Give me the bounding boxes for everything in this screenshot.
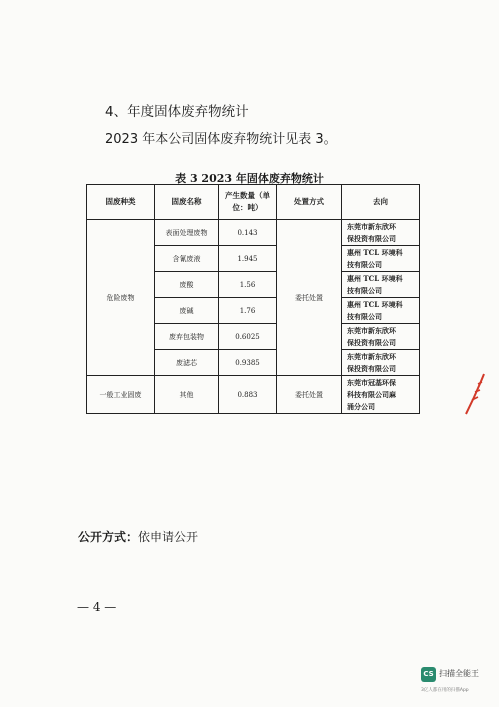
destination-line: 技有限公司 <box>347 259 382 269</box>
destination-cell <box>342 246 420 272</box>
waste-name-cell: 废碱 <box>155 298 219 324</box>
destination-line: 惠州 TCL 环境科 <box>347 299 403 309</box>
destination-line: 技有限公司 <box>347 311 382 321</box>
destination-line: 东莞市新东欣环 <box>347 325 396 335</box>
waste-name-cell: 含氰废液 <box>155 246 219 272</box>
table-body <box>87 220 420 414</box>
destination-cell <box>342 324 420 350</box>
disclosure-label: 公开方式： <box>78 530 139 544</box>
waste-name-cell: 其他 <box>155 376 219 414</box>
disclosure-line <box>78 528 198 545</box>
destination-cell <box>342 376 420 414</box>
disclosure-value: 依申请公开 <box>138 530 199 544</box>
quantity-cell: 1.945 <box>219 246 277 272</box>
header-category: 固废种类 <box>87 185 155 220</box>
destination-cell <box>342 298 420 324</box>
section-intro: 2023 年本公司固体废弃物统计见表 3。 <box>105 132 337 147</box>
header-quantity: 产生数量（单位：吨） <box>219 185 277 220</box>
waste-name-cell: 废滤芯 <box>155 350 219 376</box>
waste-name-cell: 废酸 <box>155 272 219 298</box>
destination-line: 保投资有限公司 <box>347 233 396 243</box>
waste-statistics-table <box>86 184 420 414</box>
destination-line: 惠州 TCL 环境科 <box>347 247 403 257</box>
table-row <box>87 376 420 414</box>
destination-line: 东莞市新东欣环 <box>347 351 396 361</box>
table-row <box>87 220 420 246</box>
destination-line: 东莞市冠基环保 <box>347 377 396 387</box>
header-name: 固废名称 <box>155 185 219 220</box>
destination-line: 涌分公司 <box>347 401 375 411</box>
destination-line: 保投资有限公司 <box>347 363 396 373</box>
destination-cell <box>342 350 420 376</box>
destination-line: 技有限公司 <box>347 285 382 295</box>
destination-cell <box>342 272 420 298</box>
category-cell: 危险废物 <box>87 220 155 376</box>
quantity-cell: 1.76 <box>219 298 277 324</box>
destination-cell <box>342 220 420 246</box>
quantity-cell: 1.56 <box>219 272 277 298</box>
disposal-method-cell: 委托处置 <box>277 220 342 376</box>
camscanner-logo-icon: CS <box>421 667 436 682</box>
watermark-subtitle: 3亿人都在用的扫描App <box>421 688 469 693</box>
section-heading: 4、年度固体废弃物统计 <box>105 104 249 120</box>
destination-line: 东莞市新东欣环 <box>347 221 396 231</box>
table-caption: 表 3 2023 年固体废弃物统计 <box>175 172 324 185</box>
quantity-cell: 0.883 <box>219 376 277 414</box>
header-destination: 去向 <box>342 185 420 220</box>
watermark-name: 扫描全能王 <box>439 669 479 678</box>
disposal-method-cell: 委托处置 <box>277 376 342 414</box>
destination-line: 科技有限公司麻 <box>347 389 396 399</box>
page-number: — 4 — <box>77 600 117 614</box>
red-seal-fragment-icon <box>462 370 490 418</box>
scanner-watermark <box>421 665 491 701</box>
header-method: 处置方式 <box>277 185 342 220</box>
category-cell: 一般工业固废 <box>87 376 155 414</box>
waste-name-cell: 废弃包装物 <box>155 324 219 350</box>
destination-line: 保投资有限公司 <box>347 337 396 347</box>
quantity-cell: 0.6025 <box>219 324 277 350</box>
quantity-cell: 0.9385 <box>219 350 277 376</box>
table-header-row <box>87 185 420 220</box>
waste-name-cell: 表面处理废物 <box>155 220 219 246</box>
destination-line: 惠州 TCL 环境科 <box>347 273 403 283</box>
quantity-cell: 0.143 <box>219 220 277 246</box>
